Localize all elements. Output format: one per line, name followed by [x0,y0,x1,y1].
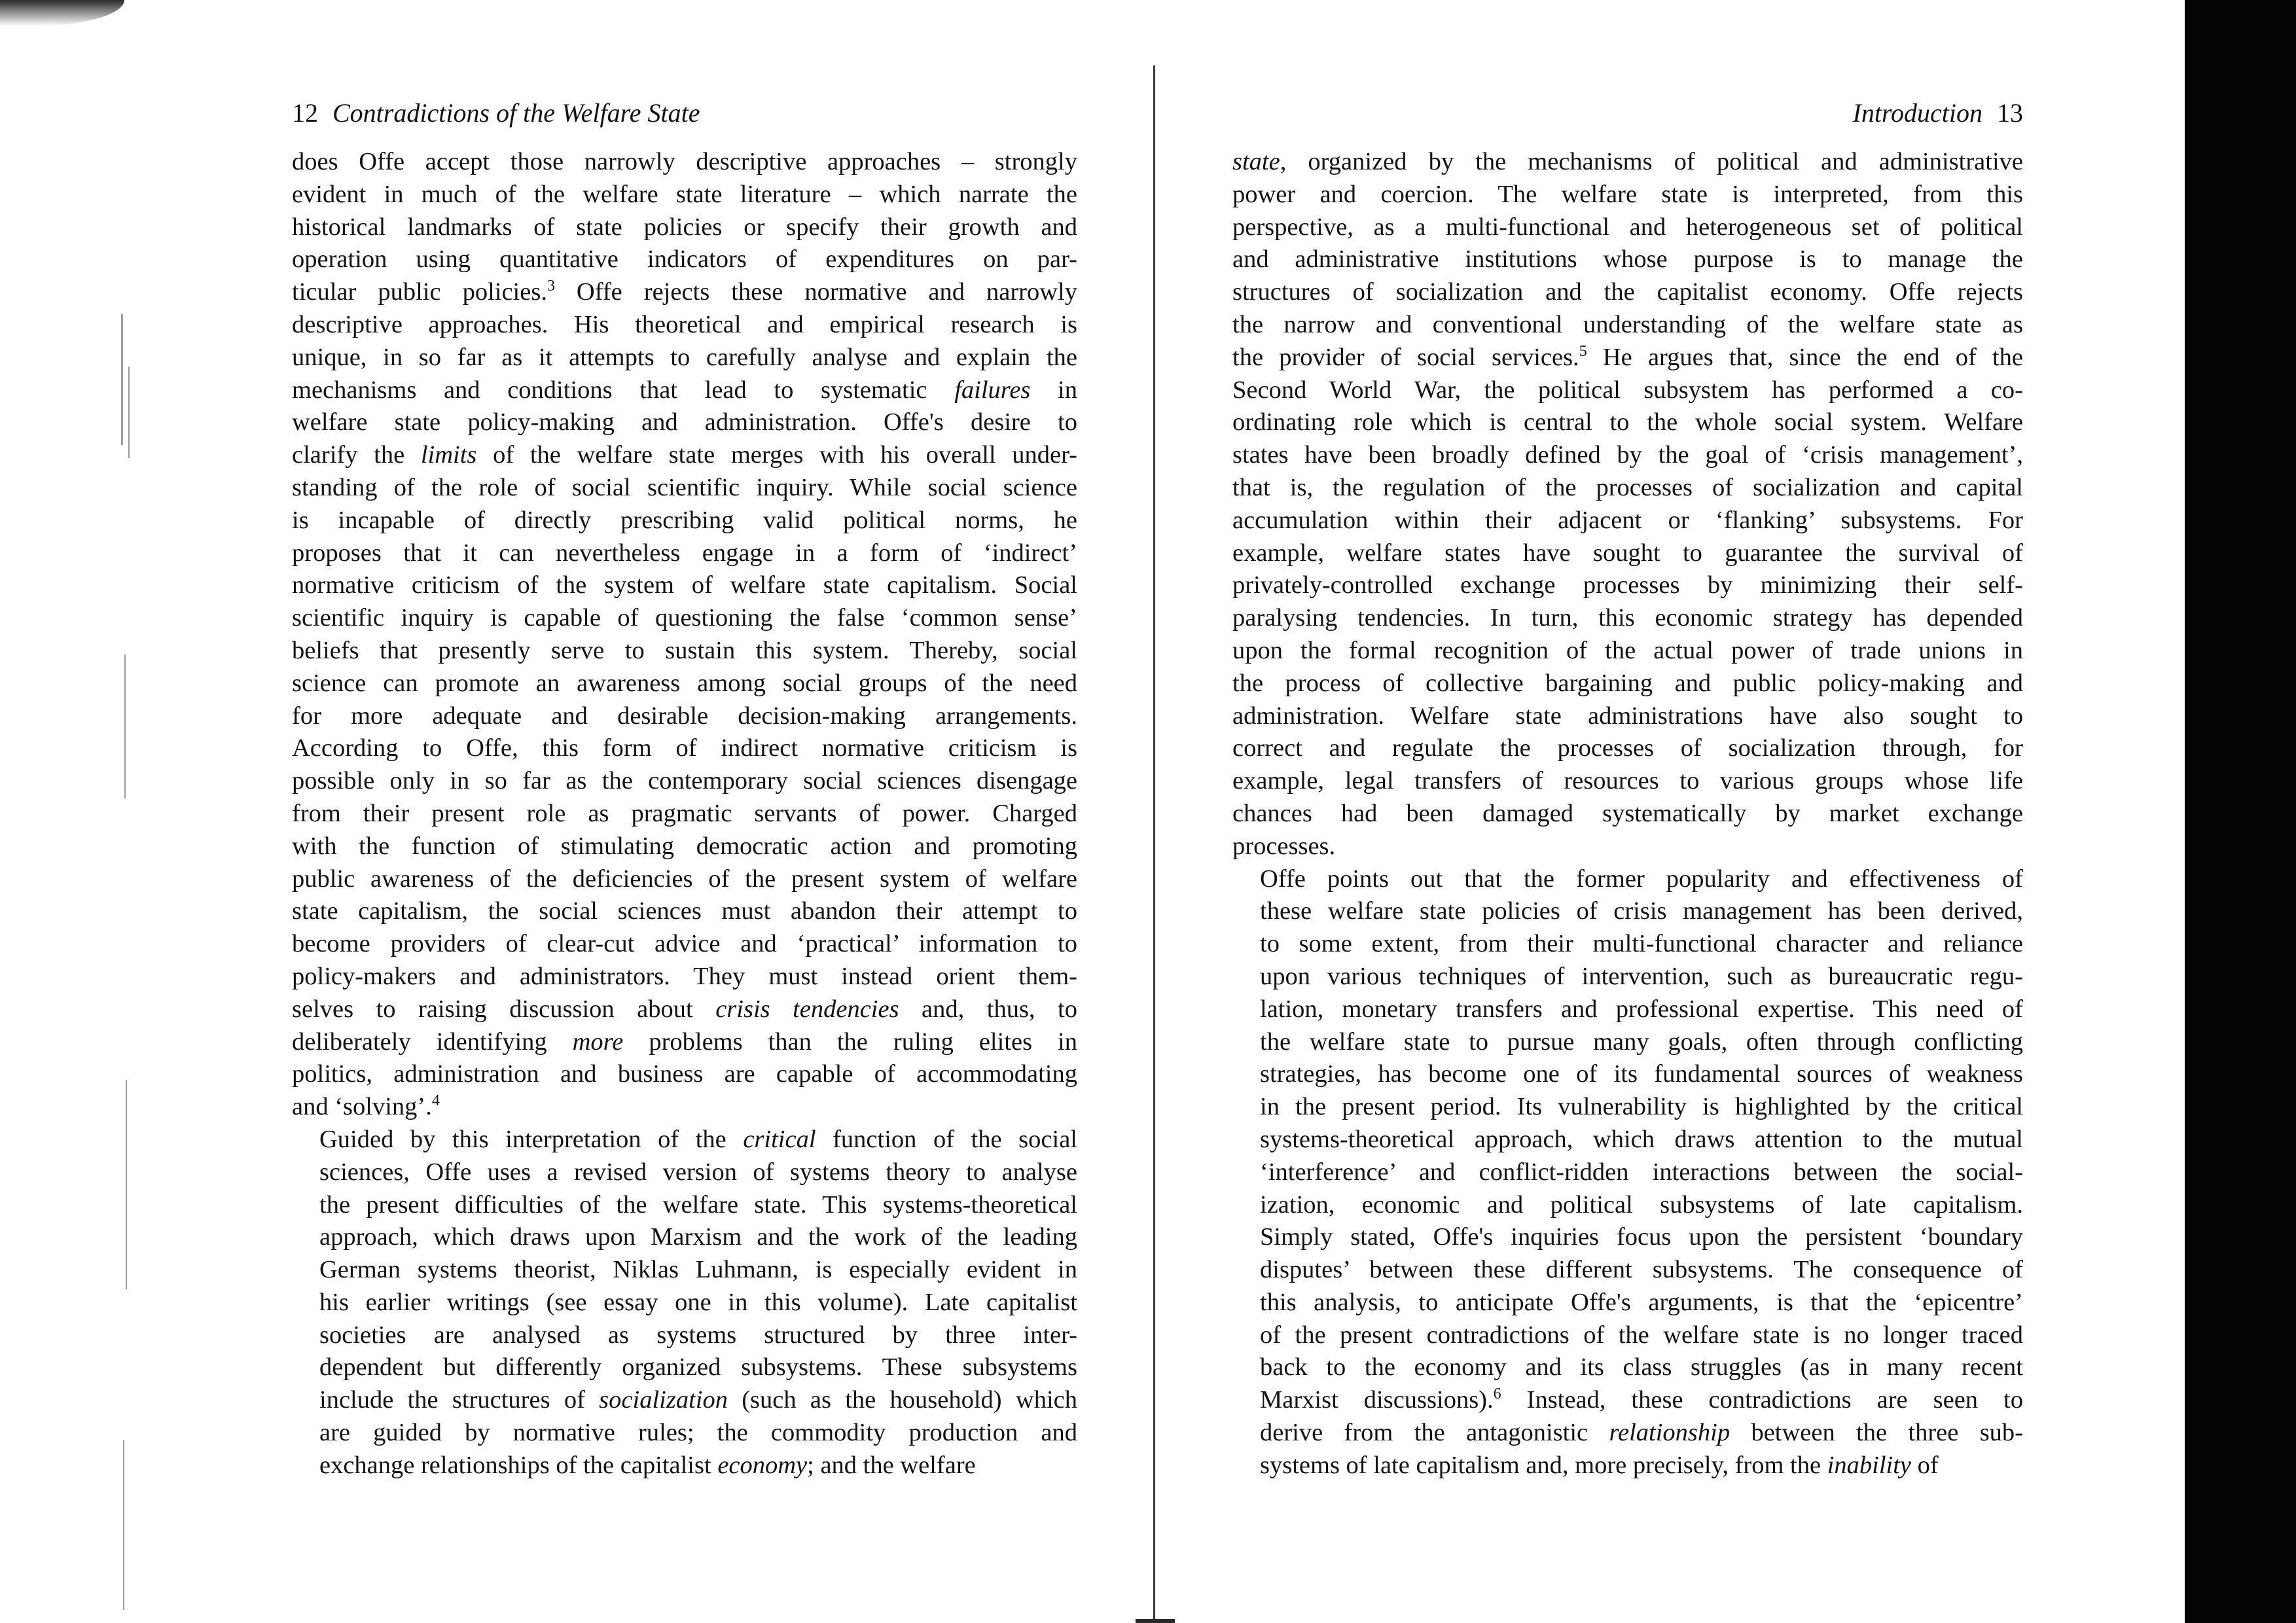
text-line: exchange relationships of the capitalist economy; and the welfare [319,1451,976,1479]
text-line: from their present role as pragmatic servants of power. Charged [292,799,1077,827]
scan-artifact [128,366,130,458]
right-page [1232,95,2023,1482]
text-line: back to the economy and its class struggles (as in many recent [1260,1353,2023,1382]
paragraph [292,1124,1077,1482]
text-line: ‘interference’ and conflict-ridden interactions between the social- [1260,1158,2023,1186]
text-line: power and coercion. The welfare state is interpreted, from this [1232,180,2023,208]
text-line: societies are analysed as systems structured by three inter- [319,1321,1077,1349]
text-line: sciences, Offe uses a revised version of systems theory to analyse [319,1158,1077,1186]
text-line: evident in much of the welfare state literature – which narrate the [292,180,1077,208]
text-line: his earlier writings (see essay one in this volume). Late capitalist [319,1288,1077,1316]
text-line: upon the formal recognition of the actual power of trade unions in [1232,636,2023,664]
text-line: scientific inquiry is capable of questioning the false ‘common sense’ [292,604,1077,632]
left-body [292,146,1077,1482]
left-running-head [292,95,1077,132]
text-line: policy-makers and administrators. They must instead orient them- [292,962,1077,990]
text-line: systems-theoretical approach, which draws attention to the mutual [1260,1125,2023,1153]
text-line: example, legal transfers of resources to various groups whose life [1232,767,2023,795]
text-line: Second World War, the political subsystem has performed a co- [1232,376,2023,404]
text-line: accumulation within their adjacent or ‘flanking’ subsystems. For [1232,506,2023,534]
scan-edge-band [2185,0,2296,1623]
text-line: chances had been damaged systematically by market exchange [1232,799,2023,827]
text-line: public awareness of the deficiencies of the present system of welfare [292,865,1077,893]
paragraph [292,146,1077,1124]
text-line: clarify the limits of the welfare state merges with his overall under- [292,441,1077,469]
spine-foot-mark [1136,1619,1175,1623]
scan-artifact [124,654,126,798]
text-line: for more adequate and desirable decision-making arrangements. [292,702,1077,730]
text-line: Offe points out that the former popularity and effectiveness of [1260,865,2023,893]
text-line: that is, the regulation of the processes of socialization and capital [1232,473,2023,501]
text-line: upon various techniques of intervention, such as bureaucratic regu- [1260,962,2023,990]
text-line: dependent but differently organized subsystems. These subsystems [319,1353,1077,1382]
text-line: perspective, as a multi-functional and heterogeneous set of political [1232,213,2023,241]
text-line: does Offe accept those narrowly descriptive approaches – strongly [292,148,1077,175]
text-line: strategies, has become one of its fundamental sources of weakness [1260,1060,2023,1088]
text-line: mechanisms and conditions that lead to systematic failures in [292,376,1078,404]
left-page [292,95,1077,1482]
text-line: this analysis, to anticipate Offe's arguments, is that the ‘epicentre’ [1260,1288,2023,1316]
text-line: normative criticism of the system of welfare state capitalism. Social [292,571,1077,599]
text-line: state, organized by the mechanisms of political and administrative [1232,148,2023,175]
text-line: these welfare state policies of crisis management has been derived, [1260,897,2023,925]
text-line: systems of late capitalism and, more precisely, from the inability of [1260,1451,1939,1479]
scan-artifact [123,1440,124,1610]
text-line: states have been broadly defined by the goal of ‘crisis management’, [1232,441,2023,469]
text-line: According to Offe, this form of indirect normative criticism is [292,734,1077,762]
text-line: beliefs that presently serve to sustain this system. Thereby, social [292,636,1077,664]
text-line: the process of collective bargaining and public policy-making and [1232,669,2023,697]
text-line: historical landmarks of state policies or specify their growth and [292,213,1077,241]
text-line: selves to raising discussion about crisis tendencies and, thus, to [292,995,1077,1023]
right-body [1232,146,2023,1482]
text-line: unique, in so far as it attempts to carefully analyse and explain the [292,343,1077,371]
right-running-title: Introduction [1852,98,1982,128]
text-line: science can promote an awareness among social groups of the need [292,669,1077,697]
scan-artifact [126,1080,127,1289]
text-line: derive from the antagonistic relationship between the three sub- [1260,1419,2023,1447]
text-line: is incapable of directly prescribing valid political norms, he [292,506,1077,534]
paragraph [1232,146,2023,863]
text-line: the provider of social services.$^5$ He argues that, since the end of the [1232,342,2023,371]
text-line: correct and regulate the processes of socialization through, for [1232,734,2023,762]
text-line: approach, which draws upon Marxism and the work of the leading [319,1223,1077,1251]
text-line: paralysing tendencies. In turn, this economic strategy has depended [1232,604,2023,632]
text-line: privately-controlled exchange processes by minimizing their self- [1232,571,2023,599]
right-page-number: 13 [1997,98,2023,128]
text-line: disputes’ between these different subsystems. The consequence of [1260,1256,2023,1284]
book-spine [1153,65,1155,1623]
text-line: proposes that it can nevertheless engage in a form of ‘indirect’ [292,539,1077,567]
text-line: and ‘solving’.$^4$ [292,1092,440,1121]
text-line: are guided by normative rules; the commodity production and [319,1419,1077,1447]
text-line: welfare state policy-making and administration. Offe's desire to [292,408,1077,437]
text-line: Marxist discussions).$^6$ Instead, these contradictions are seen to [1260,1385,2023,1414]
text-line: operation using quantitative indicators of expenditures on par- [292,245,1077,274]
text-line: state capitalism, the social sciences must abandon their attempt to [292,897,1077,925]
text-line: possible only in so far as the contemporary social sciences disengage [292,767,1077,795]
paragraph [1232,863,2023,1482]
text-line: with the function of stimulating democratic action and promoting [292,832,1077,860]
text-line: lation, monetary transfers and professional expertise. This need of [1260,995,2023,1023]
text-line: processes. [1232,832,1336,860]
text-line: of the present contradictions of the welfare state is no longer traced [1260,1321,2023,1349]
right-running-head [1232,95,2023,132]
page-corner-shadow [0,0,124,26]
text-line: become providers of clear-cut advice and ‘practical’ information to [292,930,1077,958]
text-line: ization, economic and political subsystems of late capitalism. [1260,1190,2023,1219]
text-line: politics, administration and business are capable of accommodating [292,1060,1077,1088]
text-line: and administrative institutions whose purpose is to manage the [1232,245,2023,274]
text-line: ordinating role which is central to the whole social system. Welfare [1232,408,2023,437]
text-line: include the structures of socialization (such as the household) which [319,1386,1077,1414]
text-line: deliberately identifying more problems than the ruling elites in [292,1027,1077,1056]
text-line: to some extent, from their multi-functional character and reliance [1260,930,2023,958]
text-line: ticular public policies.$^3$ Offe rejects these normative and narrowly [292,277,1077,306]
text-line: example, welfare states have sought to guarantee the survival of [1232,539,2023,567]
left-page-number: 12 [292,98,318,128]
text-line: Simply stated, Offe's inquiries focus upon the persistent ‘boundary [1260,1223,2023,1251]
text-line: the narrow and conventional understanding of the welfare state as [1232,310,2023,338]
text-line: descriptive approaches. His theoretical and empirical research is [292,310,1077,338]
text-line: administration. Welfare state administrations have also sought to [1232,702,2023,730]
text-line: standing of the role of social scientific inquiry. While social science [292,473,1077,501]
text-line: Guided by this interpretation of the critical function of the social [319,1125,1077,1153]
text-line: the welfare state to pursue many goals, often through conflicting [1260,1027,2023,1056]
text-line: the present difficulties of the welfare state. This systems-theoretical [319,1190,1077,1219]
text-line: structures of socialization and the capitalist economy. Offe rejects [1232,278,2023,306]
text-line: in the present period. Its vulnerability is highlighted by the critical [1260,1093,2023,1121]
text-line: German systems theorist, Niklas Luhmann, is especially evident in [319,1256,1077,1284]
left-running-title: Contradictions of the Welfare State [332,98,700,128]
scan-artifact [121,314,123,445]
